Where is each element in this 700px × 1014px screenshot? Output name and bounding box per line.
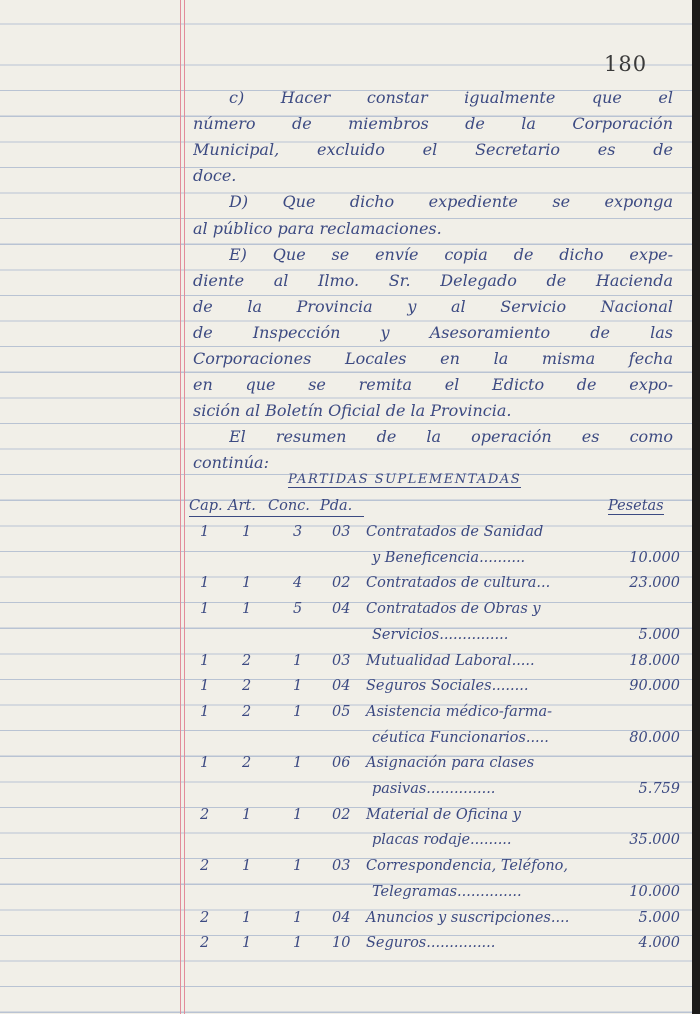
cell-description: Correspondencia, Teléfono,: [366, 858, 569, 875]
cell-art: 1: [242, 909, 252, 926]
cell-cap: 2: [200, 935, 210, 952]
cell-pda: 03: [332, 524, 351, 540]
cell-cap: 1: [200, 575, 210, 592]
cell-description: Telegramas..............: [372, 883, 522, 900]
paragraph-line: Corporaciones Locales en la misma fecha: [193, 349, 673, 368]
cell-amount: 18.000: [629, 652, 680, 669]
cell-pda: 02: [332, 575, 351, 592]
cell-description: Anuncios y suscripciones....: [366, 909, 570, 926]
cell-art: 1: [242, 858, 252, 875]
paragraph-line: D) Que dicho expediente se exponga: [229, 192, 673, 212]
header-art: Art.: [228, 498, 256, 514]
cell-amount: 4.000: [638, 935, 680, 952]
cell-pda: 10: [332, 935, 351, 952]
cell-description: Mutualidad Laboral.....: [366, 652, 535, 669]
paragraph-line: E) Que se envíe copia de dicho expe-: [229, 244, 673, 264]
margin-line: [184, 0, 185, 1014]
margin-line: [180, 0, 181, 1014]
cell-amount: 23.000: [629, 575, 680, 592]
page-number: 180: [604, 52, 648, 76]
paragraph-line: sición al Boletín Oficial de la Provincia.: [193, 401, 512, 421]
cell-conc: 3: [293, 524, 303, 540]
cell-art: 1: [242, 806, 252, 823]
cell-conc: 1: [293, 755, 303, 772]
cell-cap: 2: [200, 909, 210, 926]
cell-art: 1: [242, 575, 252, 592]
cell-amount: 10.000: [629, 549, 680, 566]
cell-pda: 04: [332, 909, 351, 926]
table-title: PARTIDAS SUPLEMENTADAS: [288, 472, 522, 487]
cell-amount: 10.000: [629, 883, 680, 900]
cell-art: 2: [242, 755, 252, 772]
paragraph-line: de Inspección y Asesoramiento de las: [193, 322, 673, 342]
header-pesetas: Pesetas: [608, 498, 664, 514]
cell-description: placas rodaje.........: [372, 832, 512, 849]
cell-cap: 2: [200, 858, 210, 875]
cell-amount: 35.000: [629, 832, 680, 849]
cell-conc: 5: [293, 601, 303, 618]
cell-description: y Beneficencia..........: [372, 549, 526, 566]
cell-conc: 4: [293, 575, 303, 592]
cell-conc: 1: [293, 909, 303, 926]
header-conc: Conc.: [268, 498, 310, 514]
cell-cap: 2: [200, 806, 210, 823]
cell-pda: 04: [332, 678, 351, 695]
paragraph-line: en que se remita el Edicto de expo-: [193, 375, 673, 395]
cell-amount: 5.759: [638, 781, 680, 797]
cell-conc: 1: [293, 652, 303, 669]
cell-cap: 1: [200, 678, 210, 695]
cell-description: Contratados de Obras y: [366, 601, 541, 618]
cell-cap: 1: [200, 652, 210, 669]
cell-pda: 03: [332, 652, 351, 669]
paragraph-line: c) Hacer constar igualmente que el: [229, 88, 673, 107]
paragraph-line: de la Provincia y al Servicio Nacional: [193, 296, 673, 316]
cell-cap: 1: [200, 703, 210, 720]
cell-description: Seguros...............: [366, 935, 496, 952]
cell-conc: 1: [293, 703, 303, 720]
cell-pda: 05: [332, 703, 351, 720]
cell-art: 2: [242, 652, 252, 669]
cell-art: 2: [242, 703, 252, 720]
cell-cap: 1: [200, 524, 210, 540]
cell-description: Asignación para clases: [366, 755, 535, 772]
cell-description: Material de Oficina y: [366, 806, 521, 823]
paragraph-line: El resumen de la operación es como: [229, 427, 673, 447]
paragraph-line: diente al Ilmo. Sr. Delegado de Hacienda: [193, 270, 673, 290]
cell-pda: 03: [332, 858, 351, 875]
paragraph-line: al público para reclamaciones.: [193, 218, 442, 238]
cell-conc: 1: [293, 678, 303, 695]
cell-pda: 06: [332, 755, 351, 772]
cell-amount: 5.000: [638, 626, 680, 643]
header-cap: Cap.: [189, 498, 223, 514]
cell-amount: 5.000: [638, 909, 680, 926]
cell-art: 1: [242, 601, 252, 618]
cell-conc: 1: [293, 858, 303, 875]
header-pda: Pda.: [320, 498, 353, 514]
cell-art: 1: [242, 935, 252, 952]
paragraph-line: doce.: [193, 166, 237, 186]
cell-amount: 90.000: [629, 678, 680, 695]
paragraph-line: continúa:: [193, 453, 269, 473]
cell-art: 1: [242, 524, 252, 540]
paragraph-line: número de miembros de la Corporación: [193, 114, 673, 134]
cell-description: Contratados de Sanidad: [366, 524, 544, 540]
cell-description: Seguros Sociales........: [366, 678, 529, 695]
cell-art: 2: [242, 678, 252, 695]
cell-amount: 80.000: [629, 729, 680, 746]
cell-cap: 1: [200, 601, 210, 618]
cell-description: pasivas...............: [372, 781, 496, 797]
cell-pda: 04: [332, 601, 351, 618]
header-underline: [189, 516, 364, 517]
cell-description: Contratados de cultura...: [366, 575, 551, 592]
cell-description: Asistencia médico-farma-: [366, 703, 552, 720]
cell-pda: 02: [332, 806, 351, 823]
cell-description: Servicios...............: [372, 626, 509, 643]
cell-cap: 1: [200, 755, 210, 772]
paragraph-line: Municipal, excluido el Secretario es de: [193, 140, 673, 160]
page-edge: [692, 0, 700, 1014]
cell-conc: 1: [293, 806, 303, 823]
cell-conc: 1: [293, 935, 303, 952]
cell-description: céutica Funcionarios.....: [372, 729, 549, 746]
